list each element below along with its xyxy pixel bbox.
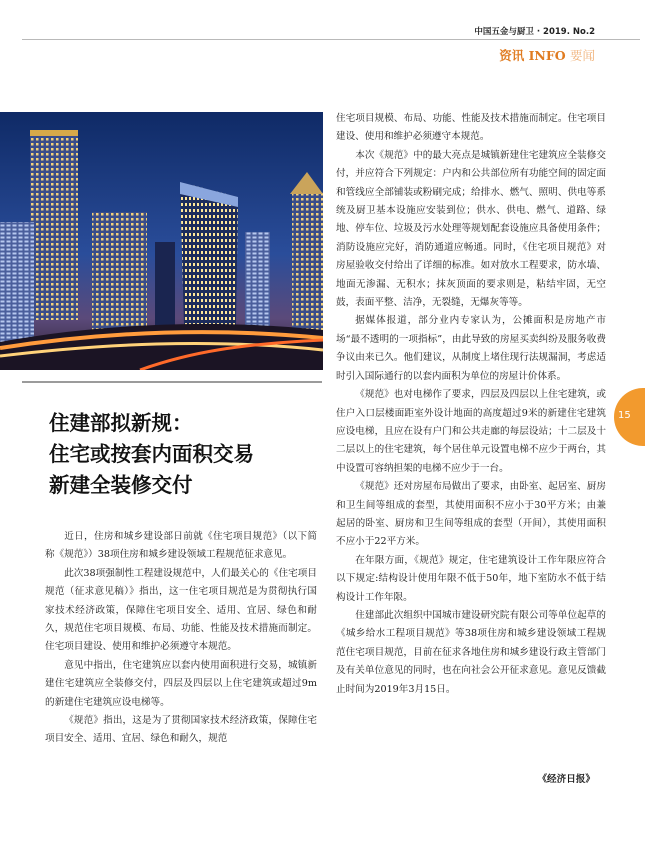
paragraph: 《规范》还对房屋布局做出了要求，由卧室、起居室、厨房和卫生间等组成的套型，其使用面积不应小于30平方米；由兼起居的卧室、厨房和卫生间等组成的套型（开间），其使用面积不应小于22平方米。 (336, 481, 606, 548)
headline-line-2: 住宅或按套内面积交易 (49, 442, 254, 466)
headline-line-1: 住建部拟新规： (49, 411, 193, 435)
article-left-column (45, 528, 317, 749)
paragraph: 《规范》也对电梯作了要求，四层及四层以上住宅建筑，或住户入口层楼面距室外设计地面的高度超过9米的新建住宅建筑应设电梯，且应在设有户门和公共走廊的每层设站；十二层及十二层以上的住宅建筑，每个居住单元设置电梯不应少于两台，其中设置可容纳担架的电梯不应少于一台。 (336, 389, 606, 474)
header-rule (22, 39, 640, 40)
article-right-column (336, 110, 606, 699)
headline-line-3: 新建全装修交付 (49, 473, 193, 497)
paragraph: 本次《规范》中的最大亮点是城镇新建住宅建筑应全装修交付，并应符合下列规定：户内和公共部位所有功能空间的固定面和管线应全部铺装或粉刷完成；给排水、燃气、照明、供电等系统及厨卫基本设施应安装到位；供水、供电、燃气、道路、绿地、停车位、垃圾及污水处理等规划配套设施应具备使用条件；消防设施应完好，消防通道应畅通。同时，《住宅项目规范》对房屋验收交付给出了详细的标准。如对放水工程要求，防水墙、地面无渗漏、无积水；抹灰顶面的要求则是，粘结牢固，无空鼓，表面平整、洁净，无裂缝，无爆灰等等。 (336, 149, 606, 309)
section-heading (499, 46, 595, 64)
journal-title: 中国五金与厨卫 · 2019. No.2 (474, 27, 595, 37)
paragraph: 《规范》指出，这是为了贯彻国家技术经济政策，保障住宅项目安全、适用、宜居、绿色和耐久，规范 (45, 715, 317, 745)
section-cn: 资讯 (499, 48, 525, 63)
paragraph: 据媒体报道，部分业内专家认为，公摊面积是房地产市场“最不透明的一项指标”，由此导致的房屋买卖纠纷及服务收费争议由来已久。他们建议，从制度上堵住现行法规漏洞，考虑适时引入国际通行的以套内面积为单位的房屋计价体系。 (336, 315, 606, 382)
article-source: 《经济日报》 (537, 774, 595, 785)
paragraph: 近日，住房和城乡建设部日前就《住宅项目规范》（以下简称《规范》）38项住房和城乡建设领域工程规范征求意见。 (45, 531, 317, 561)
paragraph: 意见中指出，住宅建筑应以套内使用面积进行交易，城镇新建住宅建筑应全装修交付，四层及四层以上住宅建筑或超过9m的新建住宅建筑应设电梯等。 (45, 659, 317, 708)
paragraph: 此次38项强制性工程建设规范中，人们最关心的《住宅项目规范（征求意见稿）》指出，这一住宅项目规范是为贯彻执行国家技术经济政策，保障住宅项目安全、适用、宜居、绿色和耐久，规范住宅项目规模、布局、功能、性能及技术措施而制定。住宅项目建设、使用和维护必须遵守本规范。 (45, 567, 317, 653)
paragraph: 在年限方面，《规范》规定，住宅建筑设计工作年限应符合以下规定:结构设计使用年限不低于50年，地下室防水不低于结构设计工作年限。 (336, 554, 606, 603)
page-number: 15 (618, 410, 631, 421)
photo-rule (22, 381, 322, 383)
section-en: INFO (528, 48, 566, 63)
article-headline (49, 408, 319, 501)
section-sub: 要闻 (569, 48, 595, 63)
paragraph-continued: 住宅项目规模、布局、功能、性能及技术措施而制定。住宅项目建设、使用和维护必须遵守本规范。 (336, 113, 606, 143)
city-skyline-photo (0, 112, 323, 370)
paragraph: 住建部此次组织中国城市建设研究院有限公司等单位起草的《城乡给水工程项目规范》等38项住房和城乡建设领域工程规范住宅项目规范，目前在征求各地住房和城乡建设行政主管部门及有关单位意见的同时，也在向社会公开征求意见。意见反馈截止时间为2019年3月15日。 (336, 609, 606, 695)
